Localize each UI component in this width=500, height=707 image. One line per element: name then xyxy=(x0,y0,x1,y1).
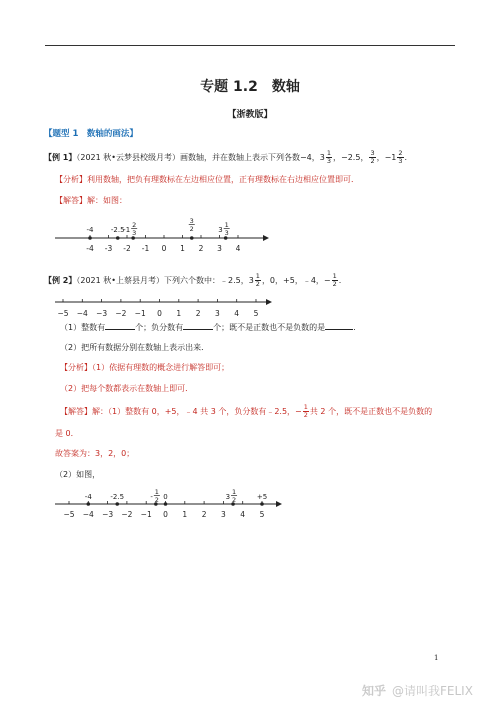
point-label: -1 xyxy=(123,226,131,234)
example2-frac1: $\frac{1}{2}$ xyxy=(255,272,260,288)
point-label: -4 xyxy=(84,493,92,501)
point-frac-den: 3 xyxy=(132,229,137,237)
tick-label: 0 xyxy=(161,244,167,253)
example1-frac2: $\frac{3}{2}$ xyxy=(370,149,375,165)
analysis2-line1: 【分析】（1）依据有理数的概念进行解答即可； xyxy=(60,363,230,372)
number-line-3 xyxy=(55,482,355,522)
tick-label: 4 xyxy=(240,510,246,519)
part2-label: （2）如图， xyxy=(55,470,101,479)
tick-label: 2 xyxy=(201,510,207,519)
point-dot xyxy=(190,236,194,240)
edition-tag: 【浙教版】 xyxy=(227,110,273,120)
point-frac-den: 2 xyxy=(154,496,159,504)
blank-neither xyxy=(325,321,353,330)
tick-label: −1 xyxy=(134,309,146,318)
point-label: 3 xyxy=(225,493,231,501)
point-frac xyxy=(224,221,230,237)
point-frac-num: 1 xyxy=(224,221,229,229)
page-title: 专题 1.2 数轴 xyxy=(200,79,300,95)
tick-label: −5 xyxy=(63,510,75,519)
tick-label: −3 xyxy=(96,309,108,318)
point-frac xyxy=(231,488,237,504)
example1-label: 【例 1】 xyxy=(44,153,77,162)
point-dot xyxy=(260,502,264,506)
point-label: -2.5 xyxy=(110,493,125,501)
answer-line: 故答案为：3，2，0； xyxy=(55,449,135,458)
tick-label: 2 xyxy=(195,309,201,318)
axis-arrow xyxy=(276,501,282,507)
tick-label: 4 xyxy=(234,309,240,318)
example1-frac3: $\frac{2}{3}$ xyxy=(398,149,403,165)
tick-label: 4 xyxy=(235,244,241,253)
analysis2-line2: （2）把每个数都表示在数轴上即可． xyxy=(60,384,194,393)
axis-arrow xyxy=(263,235,269,241)
example2-label: 【例 2】 xyxy=(44,276,77,285)
answer2-frac: $\frac{1}{2}$ xyxy=(303,403,308,419)
tick-label: 3 xyxy=(221,510,226,519)
point-frac-den: 2 xyxy=(231,496,237,504)
tick-label: −3 xyxy=(102,510,114,519)
point-dot xyxy=(115,502,119,506)
answer1: 【解答】解：如图： xyxy=(55,196,127,205)
point-frac-num: 1 xyxy=(231,488,237,496)
point-dot xyxy=(88,236,92,240)
point-label: 3 xyxy=(218,226,223,234)
tick-label: −1 xyxy=(140,510,152,519)
point-label: 0 xyxy=(163,493,168,501)
example1-frac1: $\frac{1}{3}$ xyxy=(326,149,332,165)
section-heading: 【题型 1 数轴的画法】 xyxy=(44,129,138,139)
tick-label: 1 xyxy=(182,510,188,519)
example1-text-a: （2021 秋•云梦县校级月考）画数轴，并在数轴上表示下列各数−4，3 xyxy=(76,153,325,162)
header-rule xyxy=(45,45,455,46)
tick-label: 3 xyxy=(217,244,222,253)
page-number: 1 xyxy=(434,654,439,662)
example1-line: 【例 1】（2021 秋•云梦县校级月考）画数轴，并在数轴上表示下列各数−4，3 $\frac{1}{3}$ ，−2.5， $\frac{3}{2}$ ，−1 $\frac{2}{3}$ . xyxy=(44,149,408,165)
point-label: +5 xyxy=(256,493,268,501)
tick-label: −2 xyxy=(121,510,133,519)
tick-label: -2 xyxy=(123,244,131,253)
question2: （2）把所有数据分别在数轴上表示出来． xyxy=(60,343,210,352)
number-line-1 xyxy=(50,210,270,260)
tick-label: -3 xyxy=(104,244,113,253)
tick-label: −4 xyxy=(82,510,94,519)
number-line-2 xyxy=(55,291,375,321)
tick-label: 0 xyxy=(157,309,162,318)
point-label: - xyxy=(150,493,153,501)
tick-label: 2 xyxy=(198,244,204,253)
tick-label: 0 xyxy=(163,510,168,519)
tick-label: 3 xyxy=(215,309,220,318)
watermark xyxy=(362,682,473,699)
answer2-line1: 【解答】解：（1）整数有 0，+5，﹣4 共 3 个，负分数有﹣2.5，− $\frac{1}{2}$ 共 2 个，既不是正数也不是负数的 xyxy=(60,403,433,419)
watermark-text: @请叫我FELIX xyxy=(392,684,473,698)
point-frac-den: 2 xyxy=(189,225,194,233)
example2-line: 【例 2】（2021 秋•上蔡县月考）下列六个数中：﹣2.5，3 $\frac{1}{2}$ ，0，+5，﹣4，− $\frac{1}{2}$ . xyxy=(44,272,342,288)
point-frac-num: 2 xyxy=(132,221,137,229)
answer2-line2: 是 0． xyxy=(55,429,79,438)
axis-arrow xyxy=(266,299,272,305)
point-dot xyxy=(116,236,120,240)
tick-label: −2 xyxy=(115,309,127,318)
tick-label: 1 xyxy=(180,244,185,253)
tick-label: −5 xyxy=(57,309,69,318)
zhihu-logo: 知乎 xyxy=(362,684,387,698)
analysis1: 【分析】利用数轴，把负有理数标在左边相应位置，正有理数标在右边相应位置即可． xyxy=(55,175,359,184)
point-frac xyxy=(154,488,160,504)
point-dot xyxy=(87,502,91,506)
point-label: -4 xyxy=(86,226,94,234)
point-label: -2.5 xyxy=(110,226,125,234)
point-frac-den: 3 xyxy=(224,229,229,237)
tick-label: -1 xyxy=(141,244,150,253)
question1: （1）整数有 个；负分数有 个；既不是正数也不是负数的是 . xyxy=(60,323,356,332)
tick-label: -4 xyxy=(86,244,94,253)
point-dot xyxy=(164,502,168,506)
example2-frac2: $\frac{1}{2}$ xyxy=(332,272,337,288)
tick-label: 1 xyxy=(176,309,182,318)
point-frac xyxy=(189,217,195,233)
point-frac xyxy=(131,221,137,237)
tick-label: −4 xyxy=(76,309,88,318)
point-frac-num: 3 xyxy=(189,217,194,225)
blank-negative-fractions xyxy=(183,321,213,330)
blank-integers xyxy=(105,321,135,330)
tick-label: 5 xyxy=(259,510,265,519)
tick-label: 5 xyxy=(253,309,259,318)
point-frac-num: 1 xyxy=(154,488,159,496)
